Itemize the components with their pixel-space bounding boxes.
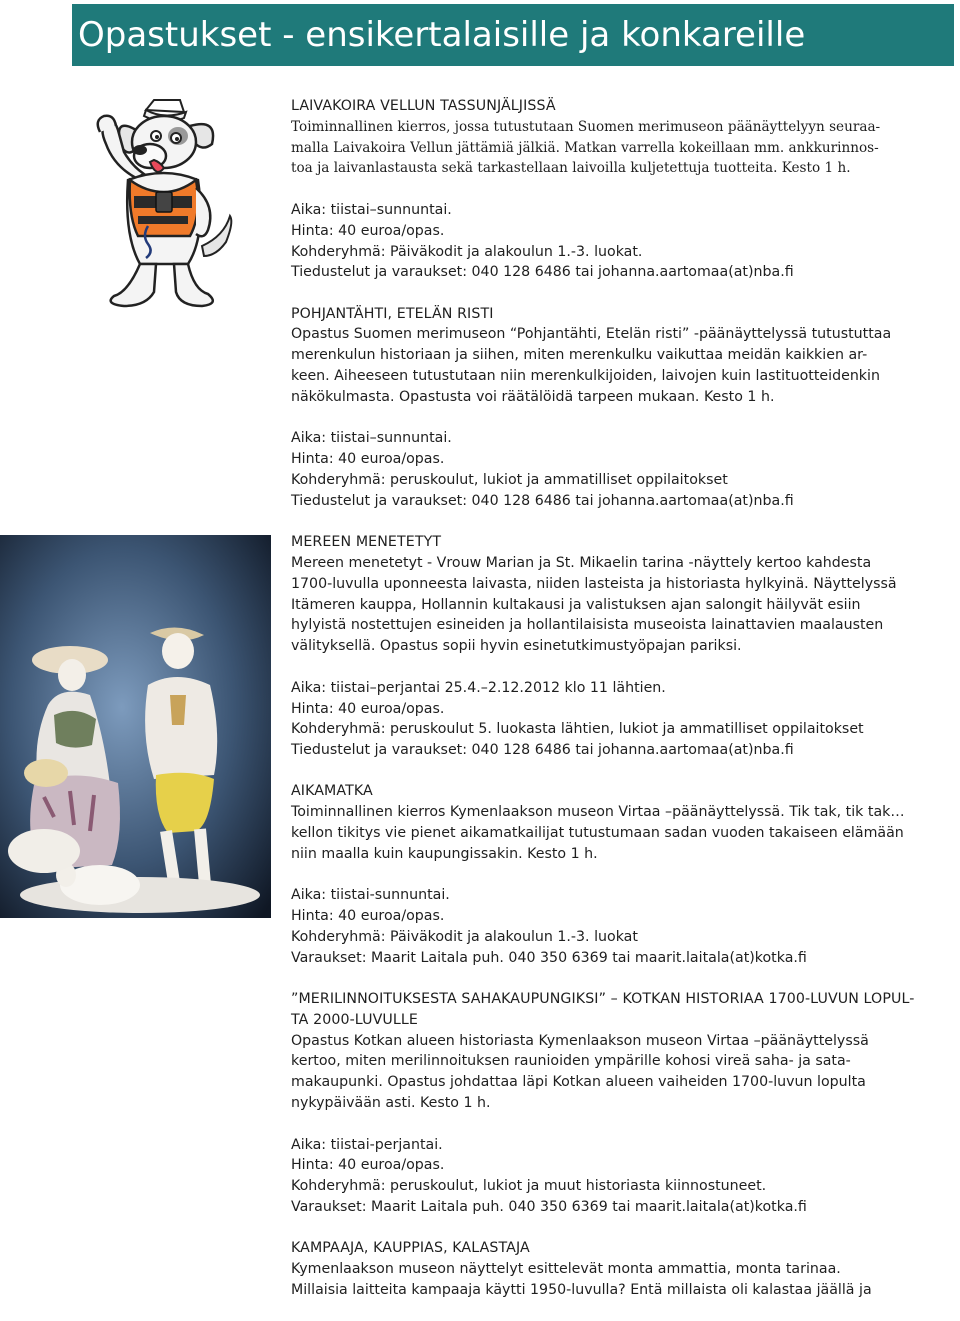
info-line: Kohderyhmä: peruskoulut, lukiot ja ammatilliset oppilaitokset [291,472,728,489]
section-heading: MEREEN MENETETYT [291,534,442,551]
tour-section [291,304,951,512]
section-heading: LAIVAKOIRA VELLUN TASSUNJÄLJISSÄ [291,98,556,114]
body-line: välityksellä. Opastus sopii hyvin esinetutkimustyöpajan pariksi. [291,638,742,655]
body-line: makaupunki. Opastus johdattaa läpi Kotkan alueen vaiheiden 1700-luvun lopulta [291,1074,866,1091]
spacer [291,408,951,429]
body-line: Millaisia laitteita kampaaja käytti 1950-luvulla? Entä millaista oli kalastaa jäällä ja [291,1281,872,1298]
info-line: Hinta: 40 euroa/opas. [291,451,445,468]
info-line: Kohderyhmä: peruskoulut, lukiot ja muut historiasta kiinnostuneet. [291,1178,767,1195]
info-line: Varaukset: Maarit Laitala puh. 040 350 6369 tai maarit.laitala(at)kotka.fi [291,1199,807,1216]
tour-section [291,989,951,1218]
body-line: malla Laivakoira Vellun jättämiä jälkiä. Matkan varrella kokeillaan mm. ankkurinnos- [291,139,879,156]
spacer [291,179,951,200]
info-line: Aika: tiistai–sunnuntai. [291,430,452,447]
body-line: kellon tikitys vie pienet aikamatkailijat tutustumaan sadan vuoden takaiseen elämään [291,825,904,841]
section-heading: POHJANTÄHTI, ETELÄN RISTI [291,305,494,322]
porcelain-figurines-photo [0,535,271,918]
body-line: Opastus Suomen merimuseon “Pohjantähti, Etelän risti” -päänäyttelyssä tutustuttaa [291,326,892,343]
body-line: merenkulun historiaan ja siihen, miten merenkulku vaikuttaa meidän kaikkien ar- [291,347,868,364]
body-line: hylyistä nostettujen esineiden ja hollantilaisista museoista lainattavien maalausten [291,617,884,634]
tour-section [291,96,951,283]
section-heading: AIKAMATKA [291,783,373,800]
body-line: Kymenlaakson museon näyttelyt esittelevät monta ammattia, monta tarinaa. [291,1261,841,1278]
spacer [291,1114,951,1135]
body-line: toa ja laivanlastausta sekä tarkastellaan laivoilla kuljetettuja tuotteita. Kesto 1 h. [291,160,851,177]
body-line: Toiminnallinen kierros, jossa tutustutaan Suomen merimuseon päänäyttelyyn seuraa- [291,118,881,135]
info-line: Kohderyhmä: peruskoulut 5. luokasta lähtien, lukiot ja ammatilliset oppilaitokset [291,721,864,738]
title-bar [72,4,954,66]
body-line: nykypäivään asti. Kesto 1 h. [291,1095,491,1112]
body-line: Toiminnallinen kierros Kymenlaakson museon Virtaa –päänäyttelyssä. Tik tak, tik tak… [291,804,905,821]
info-line: Aika: tiistai–sunnuntai. [291,201,452,218]
content-column [291,96,951,1321]
info-line: Tiedustelut ja varaukset: 040 128 6486 tai johanna.aartomaa(at)nba.fi [291,742,794,759]
info-line: Hinta: 40 euroa/opas. [291,1157,445,1174]
spacer [291,657,951,678]
info-line: Tiedustelut ja varaukset: 040 128 6486 tai johanna.aartomaa(at)nba.fi [291,492,794,509]
section-heading: ”MERILINNOITUKSESTA SAHAKAUPUNGIKSI” – KOTKAN HISTORIAA 1700-LUVUN LOPUL- [291,991,915,1008]
tour-section [291,781,951,968]
body-line: keen. Aiheeseen tutustutaan niin merenkulkijoiden, laivojen kuin lastituotteidenkin [291,368,880,385]
body-line: niin maalla kuin kaupungissakin. Kesto 1 h. [291,845,598,862]
body-line: Mereen menetetyt - Vrouw Marian ja St. Mikaelin tarina -näyttely kertoo kahdesta [291,554,872,571]
info-line: Aika: tiistai-sunnuntai. [291,887,450,904]
body-line: kertoo, miten merilinnoituksen raunioiden ympärille kohosi vireä saha- ja sata- [291,1053,851,1070]
info-line: Hinta: 40 euroa/opas. [291,908,445,925]
info-line: Aika: tiistai-perjantai. [291,1136,443,1153]
body-line: 1700-luvulla uponneesta laivasta, niiden lasteista ja historiasta hylkyinä. Näyttelyssä [291,575,897,592]
spacer [291,865,951,886]
info-line: Kohderyhmä: Päiväkodit ja alakoulun 1.-3. luokat [291,928,638,945]
info-line: Hinta: 40 euroa/opas. [291,700,445,717]
info-line: Tiedustelut ja varaukset: 040 128 6486 tai johanna.aartomaa(at)nba.fi [291,264,794,281]
dog-mascot-illustration [84,96,244,310]
tour-section [291,532,951,761]
info-line: Hinta: 40 euroa/opas. [291,222,445,239]
tour-section [291,1238,951,1300]
body-line: Itämeren kauppa, Hollannin kultakausi ja valistuksen ajan salongit häilyvät esiin [291,596,861,613]
body-line: näkökulmasta. Opastusta voi räätälöidä tarpeen mukaan. Kesto 1 h. [291,388,775,405]
info-line: Kohderyhmä: Päiväkodit ja alakoulun 1.-3. luokat. [291,243,643,260]
info-line: Varaukset: Maarit Laitala puh. 040 350 6369 tai maarit.laitala(at)kotka.fi [291,949,807,966]
page-title: Opastukset - ensikertalaisille ja konkareille [78,15,806,55]
section-heading: KAMPAAJA, KAUPPIAS, KALASTAJA [291,1240,530,1257]
section-heading-continued: TA 2000-LUVULLE [291,1011,418,1028]
info-line: Aika: tiistai–perjantai 25.4.–2.12.2012 klo 11 lähtien. [291,679,666,696]
body-line: Opastus Kotkan alueen historiasta Kymenlaakson museon Virtaa –päänäyttelyssä [291,1032,869,1049]
